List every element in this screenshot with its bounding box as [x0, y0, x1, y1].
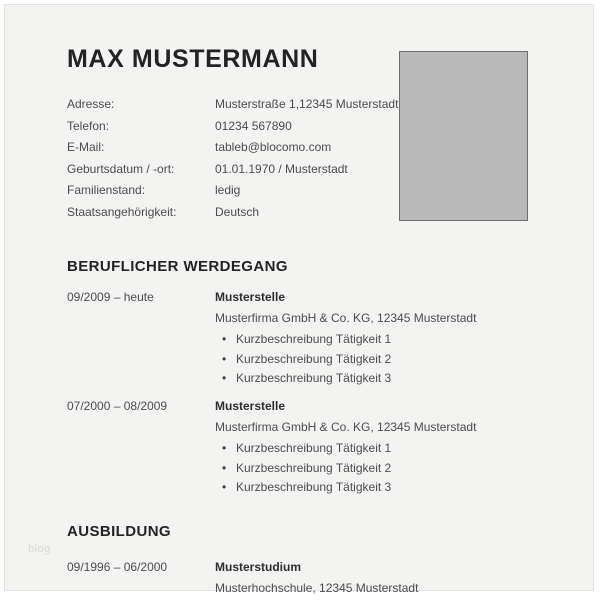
- bullet-icon: •: [222, 332, 227, 346]
- bullet-icon: •: [222, 441, 227, 455]
- page-title: MAX MUSTERMANN: [67, 45, 319, 73]
- watermark-text: blog: [28, 543, 51, 555]
- entry-organization: Musterfirma GmbH & Co. KG, 12345 Musterstadt: [215, 311, 477, 325]
- list-item: [215, 439, 476, 459]
- contact-value: tableb@blocomo.com: [215, 140, 332, 154]
- bullet-text: Kurzbeschreibung Tätigkeit 1: [236, 441, 392, 455]
- contact-row-email: [67, 137, 397, 159]
- career-entry: [67, 395, 476, 498]
- bullet-text: Kurzbeschreibung Tätigkeit 2: [236, 460, 392, 475]
- entry-period: 07/2000 – 08/2009: [67, 399, 168, 413]
- entry-role: Musterstelle: [215, 399, 286, 413]
- contact-value: Musterstraße 1,12345 Musterstadt: [215, 97, 399, 111]
- list-item: [215, 369, 476, 389]
- bullet-text: Kurzbeschreibung Tätigkeit 3: [236, 480, 392, 494]
- bullet-text: Kurzbeschreibung Tätigkeit 3: [236, 371, 392, 385]
- entry-role: Musterstudium: [215, 560, 302, 574]
- contact-label: Adresse:: [67, 97, 115, 111]
- contact-row-address: [67, 94, 397, 116]
- entry-organization: Musterfirma GmbH & Co. KG, 12345 Musterstadt: [215, 420, 477, 434]
- contact-row-birth: [67, 159, 397, 181]
- photo-placeholder: [399, 51, 528, 221]
- entry-body: [215, 395, 476, 498]
- contact-label: Geburtsdatum / -ort:: [67, 161, 175, 176]
- bullet-icon: •: [222, 351, 227, 366]
- entry-body: [215, 556, 418, 598]
- bullet-icon: •: [222, 480, 227, 494]
- contact-details: [67, 94, 397, 223]
- bullet-icon: •: [222, 371, 227, 385]
- education-entry: [67, 556, 418, 598]
- section-heading-education: AUSBILDUNG: [67, 523, 171, 540]
- list-item: [215, 478, 476, 498]
- bullet-text: Kurzbeschreibung Tätigkeit 1: [236, 332, 392, 346]
- entry-organization: Musterhochschule, 12345 Musterstadt: [215, 581, 419, 595]
- entry-period: 09/1996 – 06/2000: [67, 560, 168, 574]
- contact-label: Familienstand:: [67, 183, 146, 197]
- entry-period: 09/2009 – heute: [67, 290, 154, 304]
- contact-label: Staatsangehörigkeit:: [67, 204, 177, 219]
- contact-row-nationality: [67, 202, 397, 224]
- list-item: [215, 350, 476, 370]
- bullet-list: [215, 439, 476, 498]
- contact-label: Telefon:: [67, 118, 110, 133]
- entry-body: [215, 286, 476, 389]
- contact-label: E-Mail:: [67, 140, 105, 154]
- bullet-list: [215, 330, 476, 389]
- list-item: [215, 459, 476, 479]
- section-heading-career: BERUFLICHER WERDEGANG: [67, 258, 288, 275]
- bullet-text: Kurzbeschreibung Tätigkeit 2: [236, 351, 392, 366]
- contact-value: 01234 567890: [215, 118, 292, 133]
- bullet-icon: •: [222, 460, 227, 475]
- career-entry: [67, 286, 476, 389]
- contact-value: ledig: [215, 183, 241, 197]
- contact-row-marital-status: [67, 180, 397, 202]
- contact-value: 01.01.1970 / Musterstadt: [215, 161, 348, 176]
- contact-value: Deutsch: [215, 204, 260, 219]
- entry-role: Musterstelle: [215, 290, 286, 304]
- contact-row-phone: [67, 116, 397, 138]
- list-item: [215, 330, 476, 350]
